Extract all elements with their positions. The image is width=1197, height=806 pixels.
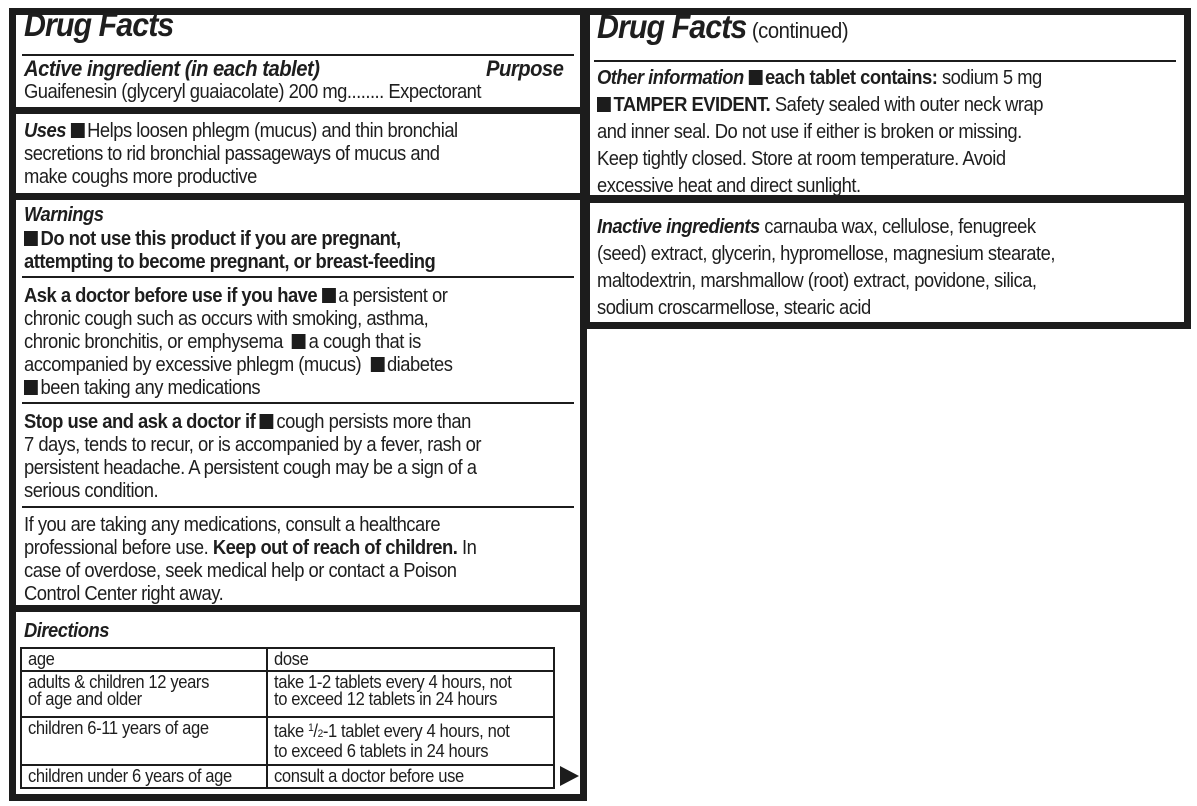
table-cell-age: children under 6 years of age: [21, 765, 267, 788]
bullet-square-icon: [292, 334, 306, 349]
table-cell-age: children 6-11 years of age: [21, 717, 267, 765]
warnings-rule-3: [22, 506, 574, 508]
stop-use-text: cough persists more than: [276, 411, 471, 433]
other-info-line: excessive heat and direct sunlight.: [597, 175, 861, 197]
ingredient-name: Guaifenesin (glyceryl guaiacolate) 200 mg: [24, 81, 347, 103]
section-divider-warnings: [9, 193, 587, 200]
purpose-heading: Purpose: [486, 56, 564, 81]
ask-doctor-line: [24, 354, 452, 377]
inactive-ingredients-line: maltodextrin, marshmallow (root) extract, povidone, silica,: [597, 270, 1037, 292]
directions-heading: Directions: [24, 620, 109, 642]
table-row: [21, 717, 554, 765]
other-information-heading: Other information: [597, 67, 744, 89]
other-info-line: [597, 94, 1043, 117]
uses-line: Helps loosen phlegm (mucus) and thin bronchial: [87, 120, 458, 142]
table-header-row: [21, 648, 554, 671]
leader-dots: ........: [346, 81, 384, 103]
stop-use-line: persistent headache. A persistent cough may be a sign of a: [24, 457, 477, 479]
uses-line: make coughs more productive: [24, 166, 257, 188]
drug-facts-continued-title: [597, 8, 849, 45]
inactive-ingredients-heading: Inactive ingredients: [597, 216, 760, 238]
bullet-square-icon: [260, 414, 274, 429]
other-info-bold: each tablet contains:: [764, 67, 938, 89]
stop-use-line: serious condition.: [24, 480, 159, 502]
bullet-square-icon: [24, 380, 38, 395]
bullet-square-icon: [370, 357, 384, 372]
bullet-square-icon: [71, 123, 85, 138]
table-header-age: age: [21, 648, 267, 671]
table-cell-dose: take 1-2 tablets every 4 hours, not to exceed 12 tablets in 24 hours: [267, 671, 554, 717]
other-info-text: Safety sealed with outer neck wrap: [774, 94, 1043, 116]
stop-use-line: 7 days, tends to recur, or is accompanied by a fever, rash or: [24, 434, 481, 456]
tamper-evident-label: TAMPER EVIDENT.: [613, 94, 771, 116]
right-title-rule: [594, 60, 1176, 62]
warnings-rule-1: [22, 276, 574, 278]
table-cell-dose: take $^1$/2-1 tablet every 4 hours, not to exceed 6 tablets in 24 hours: [267, 717, 554, 765]
bullet-square-icon: [748, 70, 762, 85]
table-header-dose: dose: [267, 648, 554, 671]
do-not-use-line: attempting to become pregnant, or breast-feeding: [24, 251, 436, 273]
uses-line: secretions to rid bronchial passageways of mucus and: [24, 143, 440, 165]
bullet-square-icon: [597, 97, 611, 112]
warnings-rule-2: [22, 402, 574, 404]
other-info-text: sodium 5 mg: [941, 67, 1042, 89]
medications-text: professional before use.: [24, 537, 209, 559]
medications-line: Control Center right away.: [24, 583, 224, 605]
table-cell-dose: consult a doctor before use: [267, 765, 554, 788]
do-not-use-warning: [24, 228, 401, 251]
ask-doctor-line: chronic cough such as occurs with smoking, asthma,: [24, 308, 429, 330]
section-divider-uses: [9, 107, 587, 114]
inactive-ingredients-line: (seed) extract, glycerin, hypromellose, magnesium stearate,: [597, 243, 1055, 265]
active-ingredient-row: [24, 81, 481, 104]
active-ingredient-heading: Active ingredient (in each tablet): [24, 56, 320, 81]
ingredient-purpose: Expectorant: [388, 81, 482, 103]
ask-doctor-text: accompanied by excessive phlegm (mucus): [24, 354, 362, 376]
ask-doctor-line: [24, 285, 447, 308]
table-cell-age: adults & children 12 years of age and older: [21, 671, 267, 717]
ask-doctor-text: a persistent or: [338, 285, 448, 307]
stop-use-heading: Stop use and ask a doctor if: [24, 411, 256, 433]
other-info-line: Keep tightly closed. Store at room temperature. Avoid: [597, 148, 1006, 170]
other-info-line: [597, 67, 1042, 90]
stop-use-line: [24, 411, 471, 434]
ask-doctor-text: a cough that is: [308, 331, 421, 353]
medications-line: case of overdose, seek medical help or contact a Poison: [24, 560, 457, 582]
ask-doctor-line: [24, 331, 421, 354]
warnings-heading: Warnings: [24, 204, 104, 226]
medications-text: In: [461, 537, 477, 559]
table-row: [21, 765, 554, 788]
do-not-use-line: Do not use this product if you are pregnant,: [40, 228, 401, 250]
continued-label: (continued): [751, 18, 849, 43]
bullet-square-icon: [24, 231, 38, 246]
table-row: [21, 671, 554, 717]
ask-doctor-text: been taking any medications: [40, 377, 261, 399]
other-info-line: and inner seal. Do not use if either is broken or missing.: [597, 121, 1022, 143]
directions-table: [20, 647, 555, 789]
uses-heading: Uses: [24, 120, 66, 142]
inactive-ingredients-text: carnauba wax, cellulose, fenugreek: [764, 216, 1036, 238]
keep-out-of-reach-warning: Keep out of reach of children.: [212, 537, 458, 559]
ask-doctor-text: chronic bronchitis, or emphysema: [24, 331, 283, 353]
section-divider-directions: [9, 605, 587, 612]
bullet-square-icon: [322, 288, 336, 303]
ask-doctor-line: [24, 377, 260, 400]
medications-line: [24, 537, 476, 560]
medications-line: If you are taking any medications, consult a healthcare: [24, 514, 441, 536]
uses-section: [24, 120, 458, 143]
drug-facts-title: Drug Facts: [24, 6, 174, 43]
ask-doctor-heading: Ask a doctor before use if you have: [24, 285, 318, 307]
ask-doctor-text: diabetes: [386, 354, 453, 376]
drug-facts-title: Drug Facts: [597, 8, 747, 45]
continued-arrow-icon: [560, 766, 579, 786]
inactive-ingredients-line: [597, 216, 1036, 239]
inactive-ingredients-line: sodium croscarmellose, stearic acid: [597, 297, 871, 319]
